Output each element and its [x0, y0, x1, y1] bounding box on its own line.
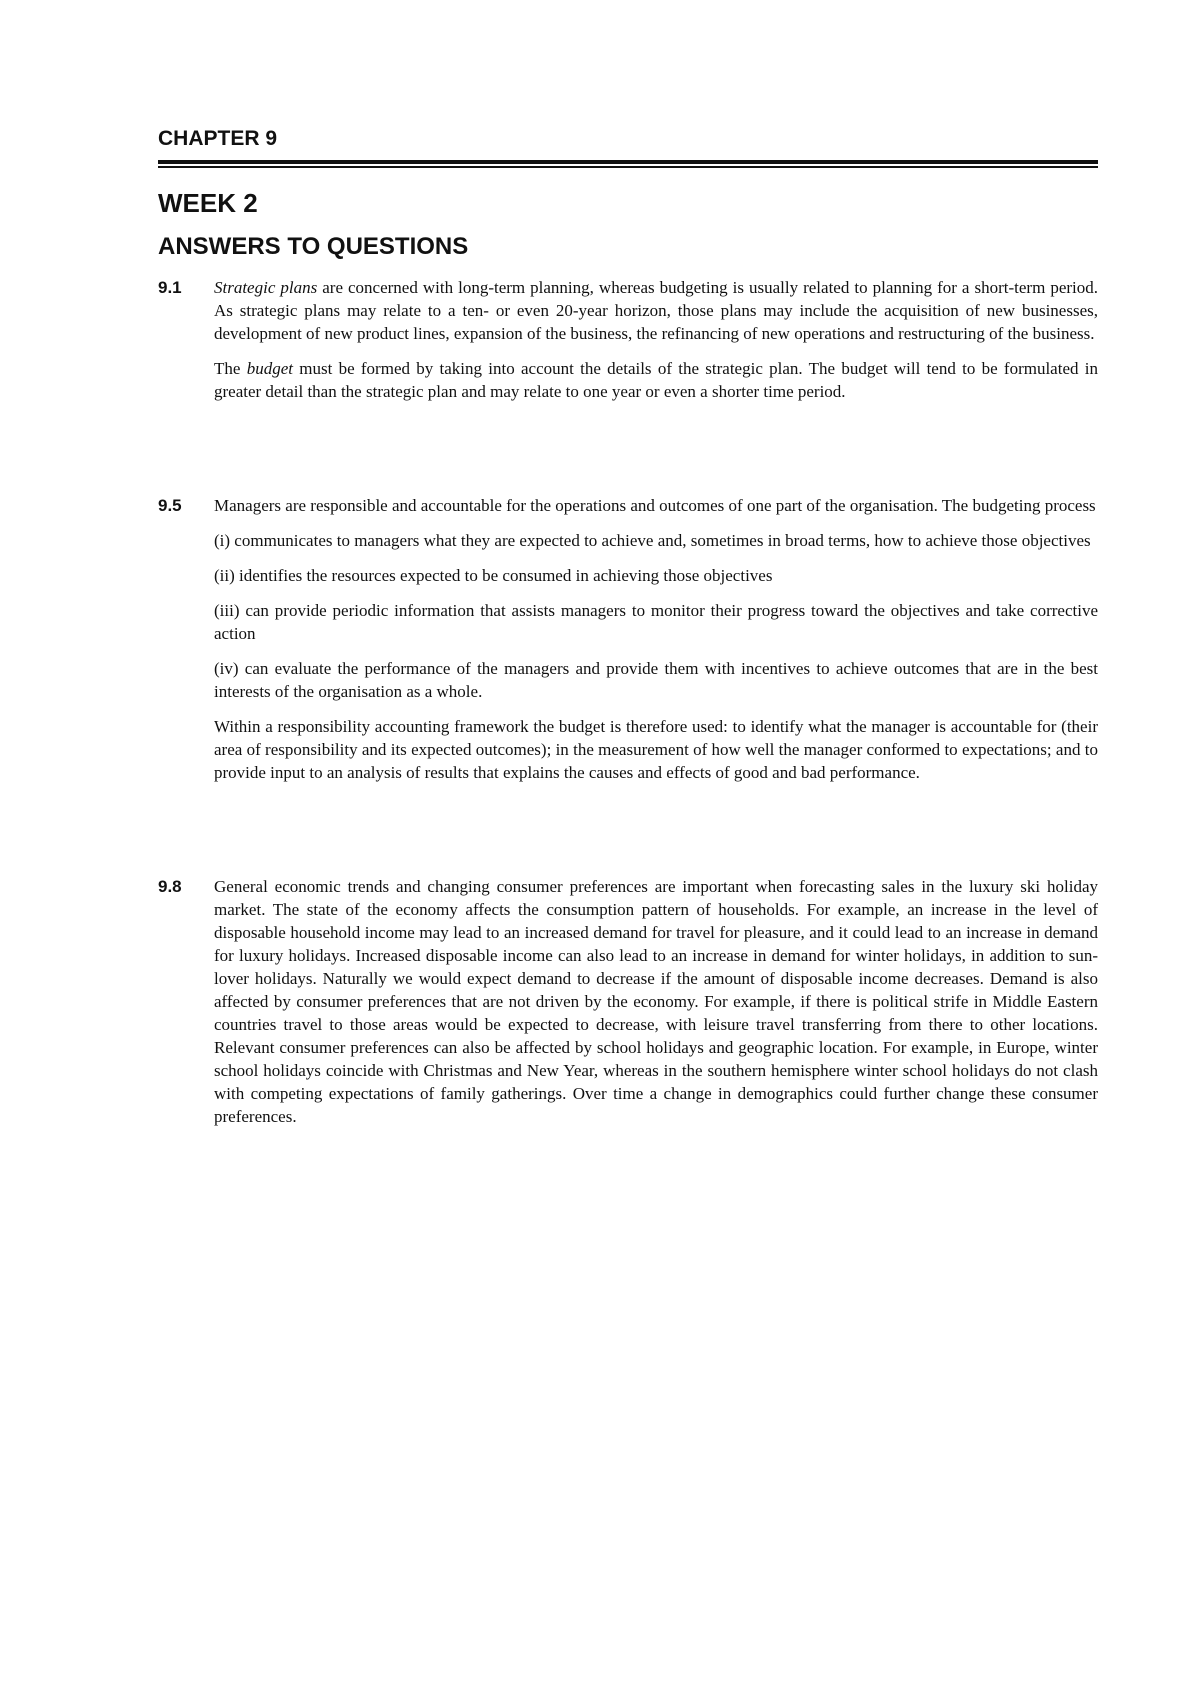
paragraph-text: are concerned with long-term planning, whereas budgeting is usually related to planning for a short-term period. As strategic plans may relate to a ten- or even 20-year horizon, those plans may include the acquisition of new businesses, development of new product lines, expansion of the business, the refinancing of new operations and restructuring of the business.	[214, 277, 1098, 343]
answer-list-item: (i) communicates to managers what they are expected to achieve and, sometimes in broad terms, how to achieve those objectives	[214, 530, 1091, 550]
question-9-1	[158, 276, 1098, 403]
answer-list-item: (iii) can provide periodic information that assists managers to monitor their progress toward the objectives and take corrective action	[214, 600, 1098, 643]
document-page	[158, 126, 1098, 1140]
paragraph-text: The	[214, 358, 247, 378]
question-9-5	[158, 494, 1098, 784]
question-9-8	[158, 875, 1098, 1128]
answer-list-item: (iv) can evaluate the performance of the managers and provide them with incentives to achieve outcomes that are in the best interests of the organisation as a whole.	[214, 658, 1098, 701]
question-number: 9.5	[158, 495, 182, 515]
week-heading: WEEK 2	[158, 187, 258, 218]
answer-paragraph: General economic trends and changing consumer preferences are important when forecasting sales in the luxury ski holiday market. The state of the economy affects the consumption pattern of households. For example, an increase in the level of disposable household income may lead to an increased demand for travel for pleasure, and it could lead to an increase in demand for luxury holidays. Increased disposable income can also lead to an increase in demand for winter holidays, in addition to sun-lover holidays. Naturally we would expect demand to decrease if the amount of disposable income decreases. Demand is also affected by consumer preferences that are not driven by the economy. For example, if there is political strife in Middle Eastern countries travel to those areas would be expected to decrease, with leisure travel transferring from there to other locations. Relevant consumer preferences can also be affected by school holidays and geographic location. For example, in Europe, winter school holidays coincide with Christmas and New Year, whereas in the southern hemisphere winter school holidays do not clash with competing expectations of family gatherings. Over time a change in demographics could further change these consumer preferences.	[214, 876, 1098, 1126]
answer-paragraph	[214, 357, 1098, 403]
heading-rule-thick	[158, 160, 1098, 164]
question-number: 9.8	[158, 876, 182, 896]
term-budget: budget	[246, 358, 293, 378]
answer-paragraph: Managers are responsible and accountable for the operations and outcomes of one part of the organisation. The budgeting process	[214, 495, 1096, 515]
heading-rule-thin	[158, 166, 1098, 168]
question-number: 9.1	[158, 277, 182, 297]
answer-paragraph: Within a responsibility accounting framework the budget is therefore used: to identify what the manager is accountable for (their area of responsibility and its expected outcomes); in the measurement of how well the manager conformed to expectations; and to provide input to an analysis of results that explains the causes and effects of good and bad performance.	[214, 716, 1098, 782]
answer-paragraph	[214, 276, 1098, 345]
paragraph-text: must be formed by taking into account the details of the strategic plan. The budget will tend to be formulated in greater detail than the strategic plan and may relate to one year or even a shorter time period.	[214, 358, 1098, 401]
term-strategic-plans: Strategic plans	[214, 277, 318, 297]
chapter-heading: CHAPTER 9	[158, 127, 278, 150]
answer-list-item: (ii) identifies the resources expected to be consumed in achieving those objectives	[214, 565, 773, 585]
section-title: ANSWERS TO QUESTIONS	[158, 232, 469, 260]
